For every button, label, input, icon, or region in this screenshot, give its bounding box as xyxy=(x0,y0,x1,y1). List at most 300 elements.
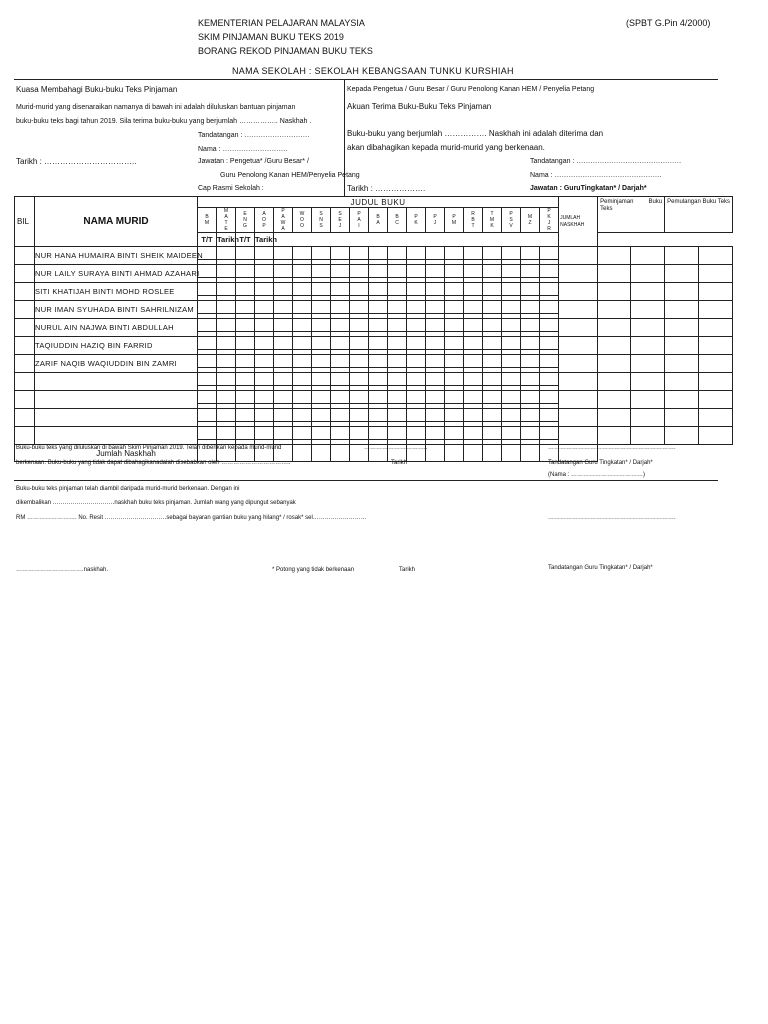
entry-cell[interactable] xyxy=(426,301,445,319)
entry-cell[interactable] xyxy=(598,409,631,427)
entry-cell[interactable] xyxy=(331,337,350,355)
entry-cell[interactable] xyxy=(312,409,331,427)
entry-cell[interactable] xyxy=(388,355,407,373)
entry-cell[interactable] xyxy=(236,319,255,337)
entry-cell[interactable] xyxy=(540,391,559,409)
entry-cell[interactable] xyxy=(699,409,733,427)
entry-cell[interactable] xyxy=(445,373,464,391)
entry-cell[interactable] xyxy=(312,283,331,301)
entry-cell[interactable] xyxy=(502,337,521,355)
subject-letter: P xyxy=(414,214,418,220)
entry-cell[interactable] xyxy=(540,319,559,337)
entry-cell[interactable] xyxy=(369,355,388,373)
entry-cell[interactable] xyxy=(388,283,407,301)
entry-cell[interactable] xyxy=(464,373,483,391)
entry-cell[interactable] xyxy=(388,373,407,391)
subject-letter: O xyxy=(300,223,304,229)
entry-cell[interactable] xyxy=(274,265,293,283)
entry-cell[interactable] xyxy=(293,301,312,319)
entry-cell[interactable] xyxy=(236,427,255,445)
entry-cell[interactable] xyxy=(293,427,312,445)
entry-cell[interactable] xyxy=(426,247,445,265)
entry-cell[interactable] xyxy=(293,337,312,355)
total-cell[interactable] xyxy=(331,445,350,462)
entry-cell[interactable] xyxy=(255,391,274,409)
entry-cell[interactable] xyxy=(426,265,445,283)
entry-cell[interactable] xyxy=(388,301,407,319)
entry-cell[interactable] xyxy=(217,373,236,391)
entry-cell[interactable] xyxy=(198,373,217,391)
entry-cell[interactable] xyxy=(699,319,733,337)
entry-cell[interactable] xyxy=(198,427,217,445)
entry-cell[interactable] xyxy=(665,391,699,409)
entry-cell[interactable] xyxy=(598,373,631,391)
entry-cell[interactable] xyxy=(331,373,350,391)
entry-cell[interactable] xyxy=(350,427,369,445)
entry-cell[interactable] xyxy=(331,301,350,319)
entry-cell[interactable] xyxy=(540,355,559,373)
entry-cell[interactable] xyxy=(312,373,331,391)
entry-cell[interactable] xyxy=(274,355,293,373)
left-para-line1: Murid-murid yang disenaraikan namanya di bawah ini adalah diluluskan bantuan pinjaman xyxy=(16,104,296,111)
entry-cell[interactable] xyxy=(502,265,521,283)
entry-subcell xyxy=(312,431,330,440)
entry-cell[interactable] xyxy=(445,265,464,283)
entry-cell[interactable] xyxy=(665,283,699,301)
entry-cell[interactable] xyxy=(699,355,733,373)
entry-cell[interactable] xyxy=(255,427,274,445)
entry-cell[interactable] xyxy=(631,319,665,337)
entry-cell[interactable] xyxy=(502,319,521,337)
entry-cell[interactable] xyxy=(445,319,464,337)
entry-cell[interactable] xyxy=(217,265,236,283)
entry-cell[interactable] xyxy=(665,373,699,391)
entry-cell[interactable] xyxy=(312,391,331,409)
entry-cell[interactable] xyxy=(350,319,369,337)
entry-cell[interactable] xyxy=(217,247,236,265)
entry-cell[interactable] xyxy=(483,247,502,265)
entry-cell[interactable] xyxy=(502,247,521,265)
entry-cell[interactable] xyxy=(388,391,407,409)
entry-cell[interactable] xyxy=(665,409,699,427)
entry-cell[interactable] xyxy=(274,391,293,409)
entry-cell[interactable] xyxy=(236,391,255,409)
entry-cell[interactable] xyxy=(631,337,665,355)
entry-cell[interactable] xyxy=(255,301,274,319)
entry-cell[interactable] xyxy=(274,373,293,391)
entry-subcell xyxy=(540,269,558,278)
entry-cell[interactable] xyxy=(407,265,426,283)
entry-cell[interactable] xyxy=(407,283,426,301)
entry-cell[interactable] xyxy=(331,319,350,337)
entry-cell[interactable] xyxy=(445,337,464,355)
entry-cell[interactable] xyxy=(483,373,502,391)
entry-cell[interactable] xyxy=(369,301,388,319)
entry-cell[interactable] xyxy=(255,409,274,427)
entry-cell[interactable] xyxy=(236,283,255,301)
entry-cell[interactable] xyxy=(293,355,312,373)
entry-cell[interactable] xyxy=(350,355,369,373)
entry-cell[interactable] xyxy=(521,265,540,283)
entry-cell[interactable] xyxy=(426,373,445,391)
entry-subcell xyxy=(217,413,235,422)
entry-cell[interactable] xyxy=(665,301,699,319)
subject-letter: P xyxy=(262,223,266,229)
entry-cell[interactable] xyxy=(521,373,540,391)
entry-cell[interactable] xyxy=(388,409,407,427)
entry-cell[interactable] xyxy=(293,409,312,427)
entry-cell[interactable] xyxy=(274,427,293,445)
entry-cell[interactable] xyxy=(598,265,631,283)
entry-cell[interactable] xyxy=(464,283,483,301)
entry-subcell xyxy=(407,341,425,350)
entry-cell[interactable] xyxy=(631,265,665,283)
entry-cell[interactable] xyxy=(350,337,369,355)
entry-cell[interactable] xyxy=(293,373,312,391)
entry-cell[interactable] xyxy=(483,409,502,427)
entry-cell[interactable] xyxy=(312,427,331,445)
entry-cell[interactable] xyxy=(274,409,293,427)
entry-cell[interactable] xyxy=(521,337,540,355)
entry-cell[interactable] xyxy=(274,301,293,319)
entry-subcell xyxy=(483,413,501,422)
entry-cell[interactable] xyxy=(665,337,699,355)
entry-cell[interactable] xyxy=(293,283,312,301)
subject-header xyxy=(274,208,293,233)
entry-cell[interactable] xyxy=(559,391,598,409)
entry-cell[interactable] xyxy=(217,427,236,445)
entry-subcell xyxy=(312,269,330,278)
entry-cell[interactable] xyxy=(407,373,426,391)
entry-cell[interactable] xyxy=(521,319,540,337)
entry-cell[interactable] xyxy=(426,337,445,355)
entry-cell[interactable] xyxy=(407,247,426,265)
entry-cell[interactable] xyxy=(521,247,540,265)
entry-cell[interactable] xyxy=(598,391,631,409)
entry-cell[interactable] xyxy=(331,427,350,445)
entry-cell[interactable] xyxy=(445,391,464,409)
entry-cell[interactable] xyxy=(631,409,665,427)
entry-cell[interactable] xyxy=(540,301,559,319)
entry-cell[interactable] xyxy=(521,283,540,301)
entry-cell[interactable] xyxy=(198,301,217,319)
entry-cell[interactable] xyxy=(217,355,236,373)
entry-cell[interactable] xyxy=(350,373,369,391)
entry-cell[interactable] xyxy=(293,319,312,337)
entry-cell[interactable] xyxy=(350,247,369,265)
entry-cell[interactable] xyxy=(631,391,665,409)
entry-cell[interactable] xyxy=(350,265,369,283)
entry-cell[interactable] xyxy=(665,427,699,445)
entry-cell[interactable] xyxy=(426,319,445,337)
entry-cell[interactable] xyxy=(255,337,274,355)
entry-cell[interactable] xyxy=(255,319,274,337)
entry-cell[interactable] xyxy=(274,283,293,301)
entry-cell[interactable] xyxy=(312,319,331,337)
entry-cell[interactable] xyxy=(559,409,598,427)
entry-cell[interactable] xyxy=(464,337,483,355)
entry-cell[interactable] xyxy=(483,301,502,319)
entry-cell[interactable] xyxy=(699,265,733,283)
entry-cell[interactable] xyxy=(502,283,521,301)
entry-cell[interactable] xyxy=(217,337,236,355)
entry-subcell xyxy=(445,287,463,296)
entry-cell[interactable] xyxy=(521,355,540,373)
entry-cell[interactable] xyxy=(426,409,445,427)
entry-cell[interactable] xyxy=(217,391,236,409)
total-cell[interactable] xyxy=(426,445,445,462)
entry-cell[interactable] xyxy=(699,301,733,319)
entry-cell[interactable] xyxy=(540,427,559,445)
entry-cell[interactable] xyxy=(255,355,274,373)
entry-cell[interactable] xyxy=(255,373,274,391)
entry-cell[interactable] xyxy=(312,337,331,355)
entry-cell[interactable] xyxy=(559,301,598,319)
entry-cell[interactable] xyxy=(598,283,631,301)
entry-cell[interactable] xyxy=(255,265,274,283)
entry-cell[interactable] xyxy=(559,283,598,301)
entry-cell[interactable] xyxy=(369,391,388,409)
entry-cell[interactable] xyxy=(350,391,369,409)
entry-cell[interactable] xyxy=(699,373,733,391)
entry-cell[interactable] xyxy=(407,409,426,427)
entry-cell[interactable] xyxy=(255,247,274,265)
subject-letter: K xyxy=(490,223,494,229)
entry-cell[interactable] xyxy=(312,265,331,283)
entry-cell[interactable] xyxy=(699,391,733,409)
entry-cell[interactable] xyxy=(293,247,312,265)
entry-cell[interactable] xyxy=(464,355,483,373)
entry-cell[interactable] xyxy=(388,319,407,337)
entry-cell[interactable] xyxy=(198,283,217,301)
entry-cell[interactable] xyxy=(502,427,521,445)
entry-cell[interactable] xyxy=(255,283,274,301)
entry-cell[interactable] xyxy=(631,247,665,265)
entry-cell[interactable] xyxy=(631,427,665,445)
entry-subcell xyxy=(521,377,539,386)
entry-cell[interactable] xyxy=(331,391,350,409)
entry-cell[interactable] xyxy=(369,283,388,301)
entry-cell[interactable] xyxy=(198,355,217,373)
entry-cell[interactable] xyxy=(521,409,540,427)
entry-cell[interactable] xyxy=(445,283,464,301)
entry-cell[interactable] xyxy=(198,319,217,337)
entry-subcell xyxy=(426,341,444,350)
entry-cell[interactable] xyxy=(293,265,312,283)
entry-cell[interactable] xyxy=(274,247,293,265)
total-cell[interactable] xyxy=(312,445,331,462)
entry-cell[interactable] xyxy=(407,319,426,337)
entry-cell[interactable] xyxy=(665,319,699,337)
entry-cell[interactable] xyxy=(274,337,293,355)
entry-cell[interactable] xyxy=(426,283,445,301)
entry-cell[interactable] xyxy=(559,265,598,283)
entry-cell[interactable] xyxy=(445,427,464,445)
entry-cell[interactable] xyxy=(198,409,217,427)
entry-cell[interactable] xyxy=(236,247,255,265)
student-name: SITI KHATIJAH BINTI MOHD ROSLEE xyxy=(35,283,198,301)
entry-subcell xyxy=(388,413,406,422)
entry-cell[interactable] xyxy=(445,409,464,427)
entry-cell[interactable] xyxy=(236,301,255,319)
entry-cell[interactable] xyxy=(293,391,312,409)
total-cell[interactable] xyxy=(483,445,502,462)
entry-cell[interactable] xyxy=(350,301,369,319)
entry-cell[interactable] xyxy=(388,247,407,265)
entry-cell[interactable] xyxy=(502,409,521,427)
entry-subcell xyxy=(331,377,349,386)
entry-cell[interactable] xyxy=(631,373,665,391)
entry-cell[interactable] xyxy=(598,319,631,337)
total-cell[interactable] xyxy=(464,445,483,462)
entry-cell[interactable] xyxy=(540,373,559,391)
entry-cell[interactable] xyxy=(540,265,559,283)
entry-cell[interactable] xyxy=(312,247,331,265)
entry-cell[interactable] xyxy=(559,247,598,265)
entry-cell[interactable] xyxy=(217,319,236,337)
entry-cell[interactable] xyxy=(502,301,521,319)
entry-cell[interactable] xyxy=(665,265,699,283)
entry-subcell xyxy=(502,359,520,368)
entry-cell[interactable] xyxy=(369,427,388,445)
entry-cell[interactable] xyxy=(559,427,598,445)
bil-cell xyxy=(15,337,35,355)
entry-cell[interactable] xyxy=(198,337,217,355)
entry-cell[interactable] xyxy=(236,355,255,373)
entry-cell[interactable] xyxy=(483,337,502,355)
entry-cell[interactable] xyxy=(331,283,350,301)
entry-subcell xyxy=(293,269,311,278)
entry-cell[interactable] xyxy=(559,319,598,337)
entry-cell[interactable] xyxy=(483,283,502,301)
entry-cell[interactable] xyxy=(540,247,559,265)
entry-subcell xyxy=(198,395,216,404)
entry-cell[interactable] xyxy=(426,427,445,445)
entry-cell[interactable] xyxy=(502,373,521,391)
entry-cell[interactable] xyxy=(502,391,521,409)
total-cell[interactable] xyxy=(445,445,464,462)
entry-cell[interactable] xyxy=(407,301,426,319)
entry-cell[interactable] xyxy=(631,283,665,301)
total-cell[interactable] xyxy=(699,445,733,462)
entry-cell[interactable] xyxy=(502,355,521,373)
entry-subcell xyxy=(502,287,520,296)
entry-cell[interactable] xyxy=(598,355,631,373)
entry-cell[interactable] xyxy=(464,427,483,445)
entry-cell[interactable] xyxy=(236,265,255,283)
entry-cell[interactable] xyxy=(236,337,255,355)
entry-cell[interactable] xyxy=(631,355,665,373)
entry-cell[interactable] xyxy=(236,373,255,391)
entry-cell[interactable] xyxy=(407,427,426,445)
entry-cell[interactable] xyxy=(521,391,540,409)
entry-cell[interactable] xyxy=(426,355,445,373)
entry-cell[interactable] xyxy=(369,337,388,355)
entry-cell[interactable] xyxy=(598,337,631,355)
entry-cell[interactable] xyxy=(445,301,464,319)
total-cell[interactable] xyxy=(502,445,521,462)
entry-cell[interactable] xyxy=(464,409,483,427)
entry-cell[interactable] xyxy=(464,265,483,283)
entry-cell[interactable] xyxy=(388,337,407,355)
entry-cell[interactable] xyxy=(369,373,388,391)
entry-cell[interactable] xyxy=(665,355,699,373)
entry-cell[interactable] xyxy=(483,265,502,283)
entry-cell[interactable] xyxy=(426,391,445,409)
entry-cell[interactable] xyxy=(217,301,236,319)
entry-cell[interactable] xyxy=(540,409,559,427)
entry-cell[interactable] xyxy=(369,265,388,283)
entry-cell[interactable] xyxy=(331,409,350,427)
entry-cell[interactable] xyxy=(699,283,733,301)
entry-cell[interactable] xyxy=(521,427,540,445)
entry-subcell xyxy=(407,323,425,332)
entry-cell[interactable] xyxy=(699,247,733,265)
entry-cell[interactable] xyxy=(388,427,407,445)
entry-cell[interactable] xyxy=(331,247,350,265)
entry-cell[interactable] xyxy=(464,319,483,337)
entry-cell[interactable] xyxy=(598,427,631,445)
entry-cell[interactable] xyxy=(274,319,293,337)
entry-cell[interactable] xyxy=(369,409,388,427)
entry-cell[interactable] xyxy=(312,355,331,373)
entry-cell[interactable] xyxy=(217,283,236,301)
entry-cell[interactable] xyxy=(483,427,502,445)
entry-cell[interactable] xyxy=(350,409,369,427)
entry-cell[interactable] xyxy=(598,247,631,265)
entry-cell[interactable] xyxy=(483,391,502,409)
entry-cell[interactable] xyxy=(699,337,733,355)
entry-cell[interactable] xyxy=(598,301,631,319)
entry-cell[interactable] xyxy=(540,337,559,355)
entry-cell[interactable] xyxy=(483,355,502,373)
entry-cell[interactable] xyxy=(312,301,331,319)
entry-subcell xyxy=(293,323,311,332)
entry-cell[interactable] xyxy=(388,265,407,283)
entry-cell[interactable] xyxy=(369,247,388,265)
entry-cell[interactable] xyxy=(559,355,598,373)
entry-cell[interactable] xyxy=(198,391,217,409)
entry-cell[interactable] xyxy=(464,247,483,265)
entry-cell[interactable] xyxy=(631,301,665,319)
entry-cell[interactable] xyxy=(445,247,464,265)
entry-cell[interactable] xyxy=(559,337,598,355)
entry-cell[interactable] xyxy=(236,409,255,427)
entry-cell[interactable] xyxy=(559,373,598,391)
entry-cell[interactable] xyxy=(665,247,699,265)
subject-letter: G xyxy=(243,223,247,229)
entry-cell[interactable] xyxy=(331,355,350,373)
total-cell[interactable] xyxy=(293,445,312,462)
entry-cell[interactable] xyxy=(540,283,559,301)
entry-cell[interactable] xyxy=(198,265,217,283)
entry-cell[interactable] xyxy=(369,319,388,337)
entry-cell[interactable] xyxy=(521,301,540,319)
entry-cell[interactable] xyxy=(464,301,483,319)
total-cell[interactable] xyxy=(521,445,540,462)
entry-cell[interactable] xyxy=(483,319,502,337)
entry-cell[interactable] xyxy=(407,391,426,409)
entry-cell[interactable] xyxy=(407,355,426,373)
entry-cell[interactable] xyxy=(445,355,464,373)
entry-cell[interactable] xyxy=(331,265,350,283)
entry-cell[interactable] xyxy=(407,337,426,355)
nama-murid-header: NAMA MURID xyxy=(35,197,198,247)
entry-cell[interactable] xyxy=(464,391,483,409)
entry-cell[interactable] xyxy=(217,409,236,427)
entry-cell[interactable] xyxy=(350,283,369,301)
entry-cell[interactable] xyxy=(699,427,733,445)
